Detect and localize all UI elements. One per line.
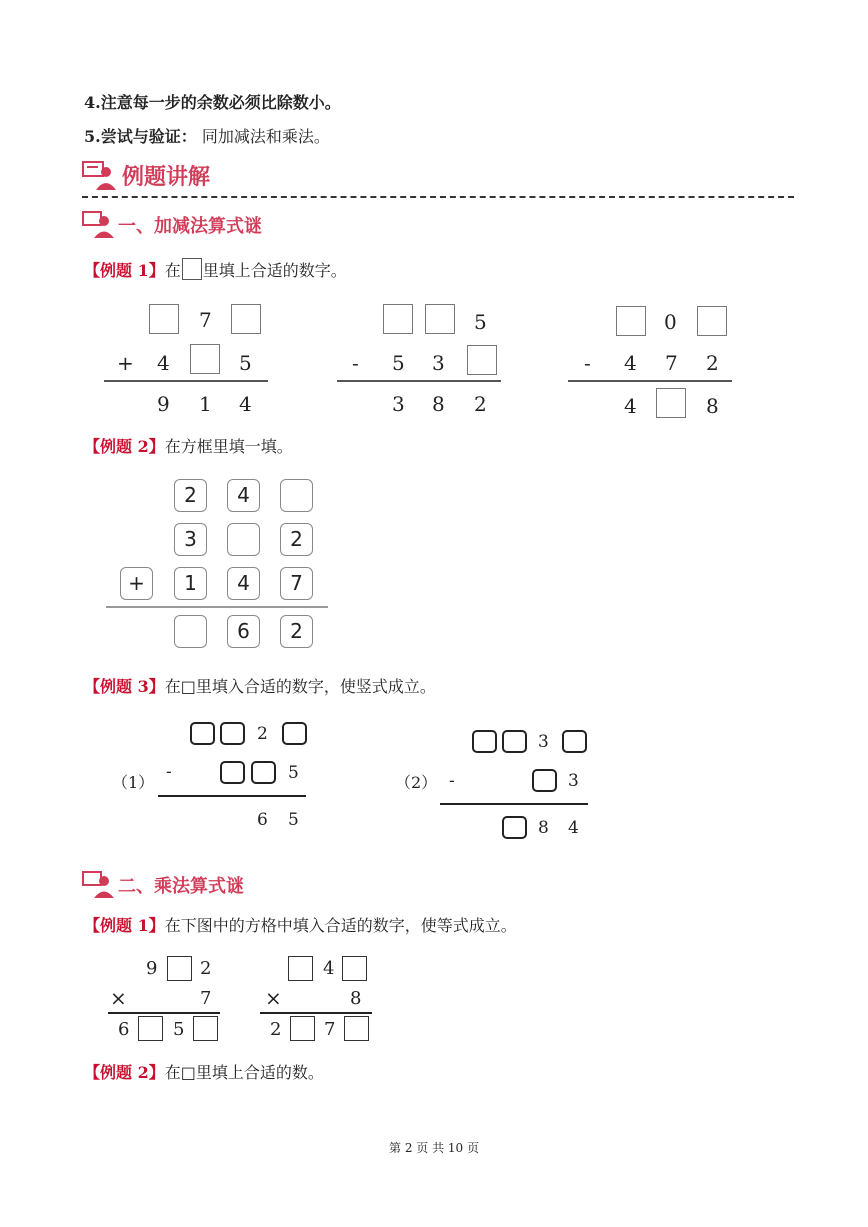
digit: 7 [199, 308, 212, 332]
digit: 2 [270, 1019, 282, 1040]
s2-ex2-text: 在□里填上合适的数。 [164, 1063, 324, 1082]
section1-title: 一、加减法算式谜 [118, 216, 262, 237]
digit: 8 [350, 988, 362, 1009]
digit: 4 [323, 958, 335, 979]
digit: 3 [392, 392, 405, 416]
ex2-text: 在方框里填一填。 [164, 437, 293, 456]
operator: + [117, 351, 134, 375]
ex1-text-b: 里填上合适的数字。 [202, 261, 347, 280]
ex-tag: 【例题 1】 [84, 916, 165, 935]
operator: × [110, 986, 127, 1010]
teacher-icon [82, 210, 116, 238]
digit: 2 [706, 351, 719, 375]
answer-box[interactable] [290, 1016, 315, 1041]
digit: 3 [432, 351, 445, 375]
answer-box[interactable] [167, 956, 192, 981]
digit: 8 [432, 392, 445, 416]
answer-box[interactable] [282, 722, 307, 745]
answer-box[interactable] [138, 1016, 163, 1041]
answer-box[interactable] [467, 345, 497, 375]
digit: 2 [257, 724, 268, 744]
ex3-prompt [84, 674, 436, 697]
digit: 5 [288, 810, 299, 830]
sum-line [104, 380, 268, 382]
difference-line [568, 380, 732, 382]
digit-box[interactable]: 2 [280, 615, 313, 648]
digit: 5 [392, 351, 405, 375]
divider [82, 196, 794, 198]
answer-box[interactable] [383, 304, 413, 334]
answer-box[interactable] [532, 769, 557, 792]
ex-tag: 【例题 2】 [84, 1063, 165, 1082]
operator: × [265, 986, 282, 1010]
blank-box [182, 258, 202, 280]
ex-tag: 【例题 3】 [84, 677, 165, 696]
operator: - [584, 351, 591, 375]
digit-box[interactable]: 2 [280, 523, 313, 556]
digit: 9 [146, 958, 158, 979]
s2-ex2-prompt [84, 1060, 324, 1083]
answer-box[interactable] [220, 761, 245, 784]
digit: 7 [665, 351, 678, 375]
product-line [260, 1012, 372, 1014]
answer-box[interactable] [502, 730, 527, 753]
digit: 6 [118, 1019, 130, 1040]
digit-box[interactable] [227, 523, 260, 556]
answer-box[interactable] [220, 722, 245, 745]
plus-sign-box: + [120, 567, 153, 600]
ex1-text-a: 在 [164, 261, 181, 280]
page-footer: 第 2 页 共 10 页 [389, 1141, 479, 1155]
digit-box[interactable] [280, 479, 313, 512]
teacher-icon [82, 160, 118, 190]
digit: 3 [538, 732, 549, 752]
digit: 2 [200, 958, 212, 979]
digit-box[interactable]: 7 [280, 567, 313, 600]
answer-box[interactable] [472, 730, 497, 753]
digit: 2 [474, 392, 487, 416]
digit: 8 [538, 818, 549, 838]
sum-line [106, 606, 328, 608]
section2-title: 二、乘法算式谜 [118, 876, 244, 897]
ex-tag: 【例题 2】 [84, 437, 165, 456]
digit: 5 [474, 310, 487, 334]
digit: 8 [706, 394, 719, 418]
digit: 5 [173, 1019, 185, 1040]
ex3-text: 在□里填入合适的数字，使竖式成立。 [164, 677, 436, 696]
teacher-icon [82, 870, 116, 898]
intro-item-4: 4.注意每一步的余数必须比除数小。 [84, 93, 341, 112]
difference-line [158, 795, 306, 797]
digit-box[interactable] [174, 615, 207, 648]
answer-box[interactable] [562, 730, 587, 753]
answer-box[interactable] [190, 344, 220, 374]
difference-line [337, 380, 501, 382]
digit-box[interactable]: 4 [227, 479, 260, 512]
digit-box[interactable]: 4 [227, 567, 260, 600]
answer-box[interactable] [251, 761, 276, 784]
digit: 0 [664, 310, 677, 334]
intro-item-5-text: 同加减法和乘法。 [201, 127, 330, 146]
difference-line [440, 803, 588, 805]
digit: 4 [624, 351, 637, 375]
main-title: 例题讲解 [122, 165, 211, 190]
operator: - [166, 762, 172, 782]
ex2-prompt [84, 434, 293, 457]
digit-box[interactable]: 2 [174, 479, 207, 512]
answer-box[interactable] [656, 388, 686, 418]
digit: 4 [157, 351, 170, 375]
digit-box[interactable]: 3 [174, 523, 207, 556]
product-line [108, 1012, 220, 1014]
answer-box[interactable] [288, 956, 313, 981]
answer-box[interactable] [149, 304, 179, 334]
digit: 3 [568, 771, 579, 791]
digit: 6 [257, 810, 268, 830]
answer-box[interactable] [697, 306, 727, 336]
answer-box[interactable] [193, 1016, 218, 1041]
digit: 5 [288, 763, 299, 783]
s2-ex1-prompt [84, 913, 517, 936]
intro-item-5-label: 5.尝试与验证： [84, 127, 197, 146]
operator: - [449, 771, 455, 791]
answer-box[interactable] [190, 722, 215, 745]
answer-box[interactable] [502, 816, 527, 839]
digit: 9 [157, 392, 170, 416]
operator: - [352, 351, 359, 375]
digit: 4 [624, 394, 637, 418]
problem-label: （2） [395, 773, 438, 792]
digit: 1 [199, 392, 212, 416]
s2-ex1-text: 在下图中的方格中填入合适的数字，使等式成立。 [164, 916, 517, 935]
answer-box[interactable] [231, 304, 261, 334]
digit: 4 [568, 818, 579, 838]
problem-label: （1） [112, 773, 155, 792]
answer-box[interactable] [342, 956, 367, 981]
ex-tag: 【例题 1】 [84, 261, 165, 280]
digit-box[interactable]: 1 [174, 567, 207, 600]
digit: 7 [200, 988, 212, 1009]
answer-box[interactable] [425, 304, 455, 334]
digit: 7 [324, 1019, 336, 1040]
ex1-prompt [84, 258, 347, 281]
answer-box[interactable] [616, 306, 646, 336]
digit-box[interactable]: 6 [227, 615, 260, 648]
digit: 4 [239, 392, 252, 416]
intro-item-5 [84, 124, 330, 147]
digit: 5 [239, 351, 252, 375]
answer-box[interactable] [344, 1016, 369, 1041]
